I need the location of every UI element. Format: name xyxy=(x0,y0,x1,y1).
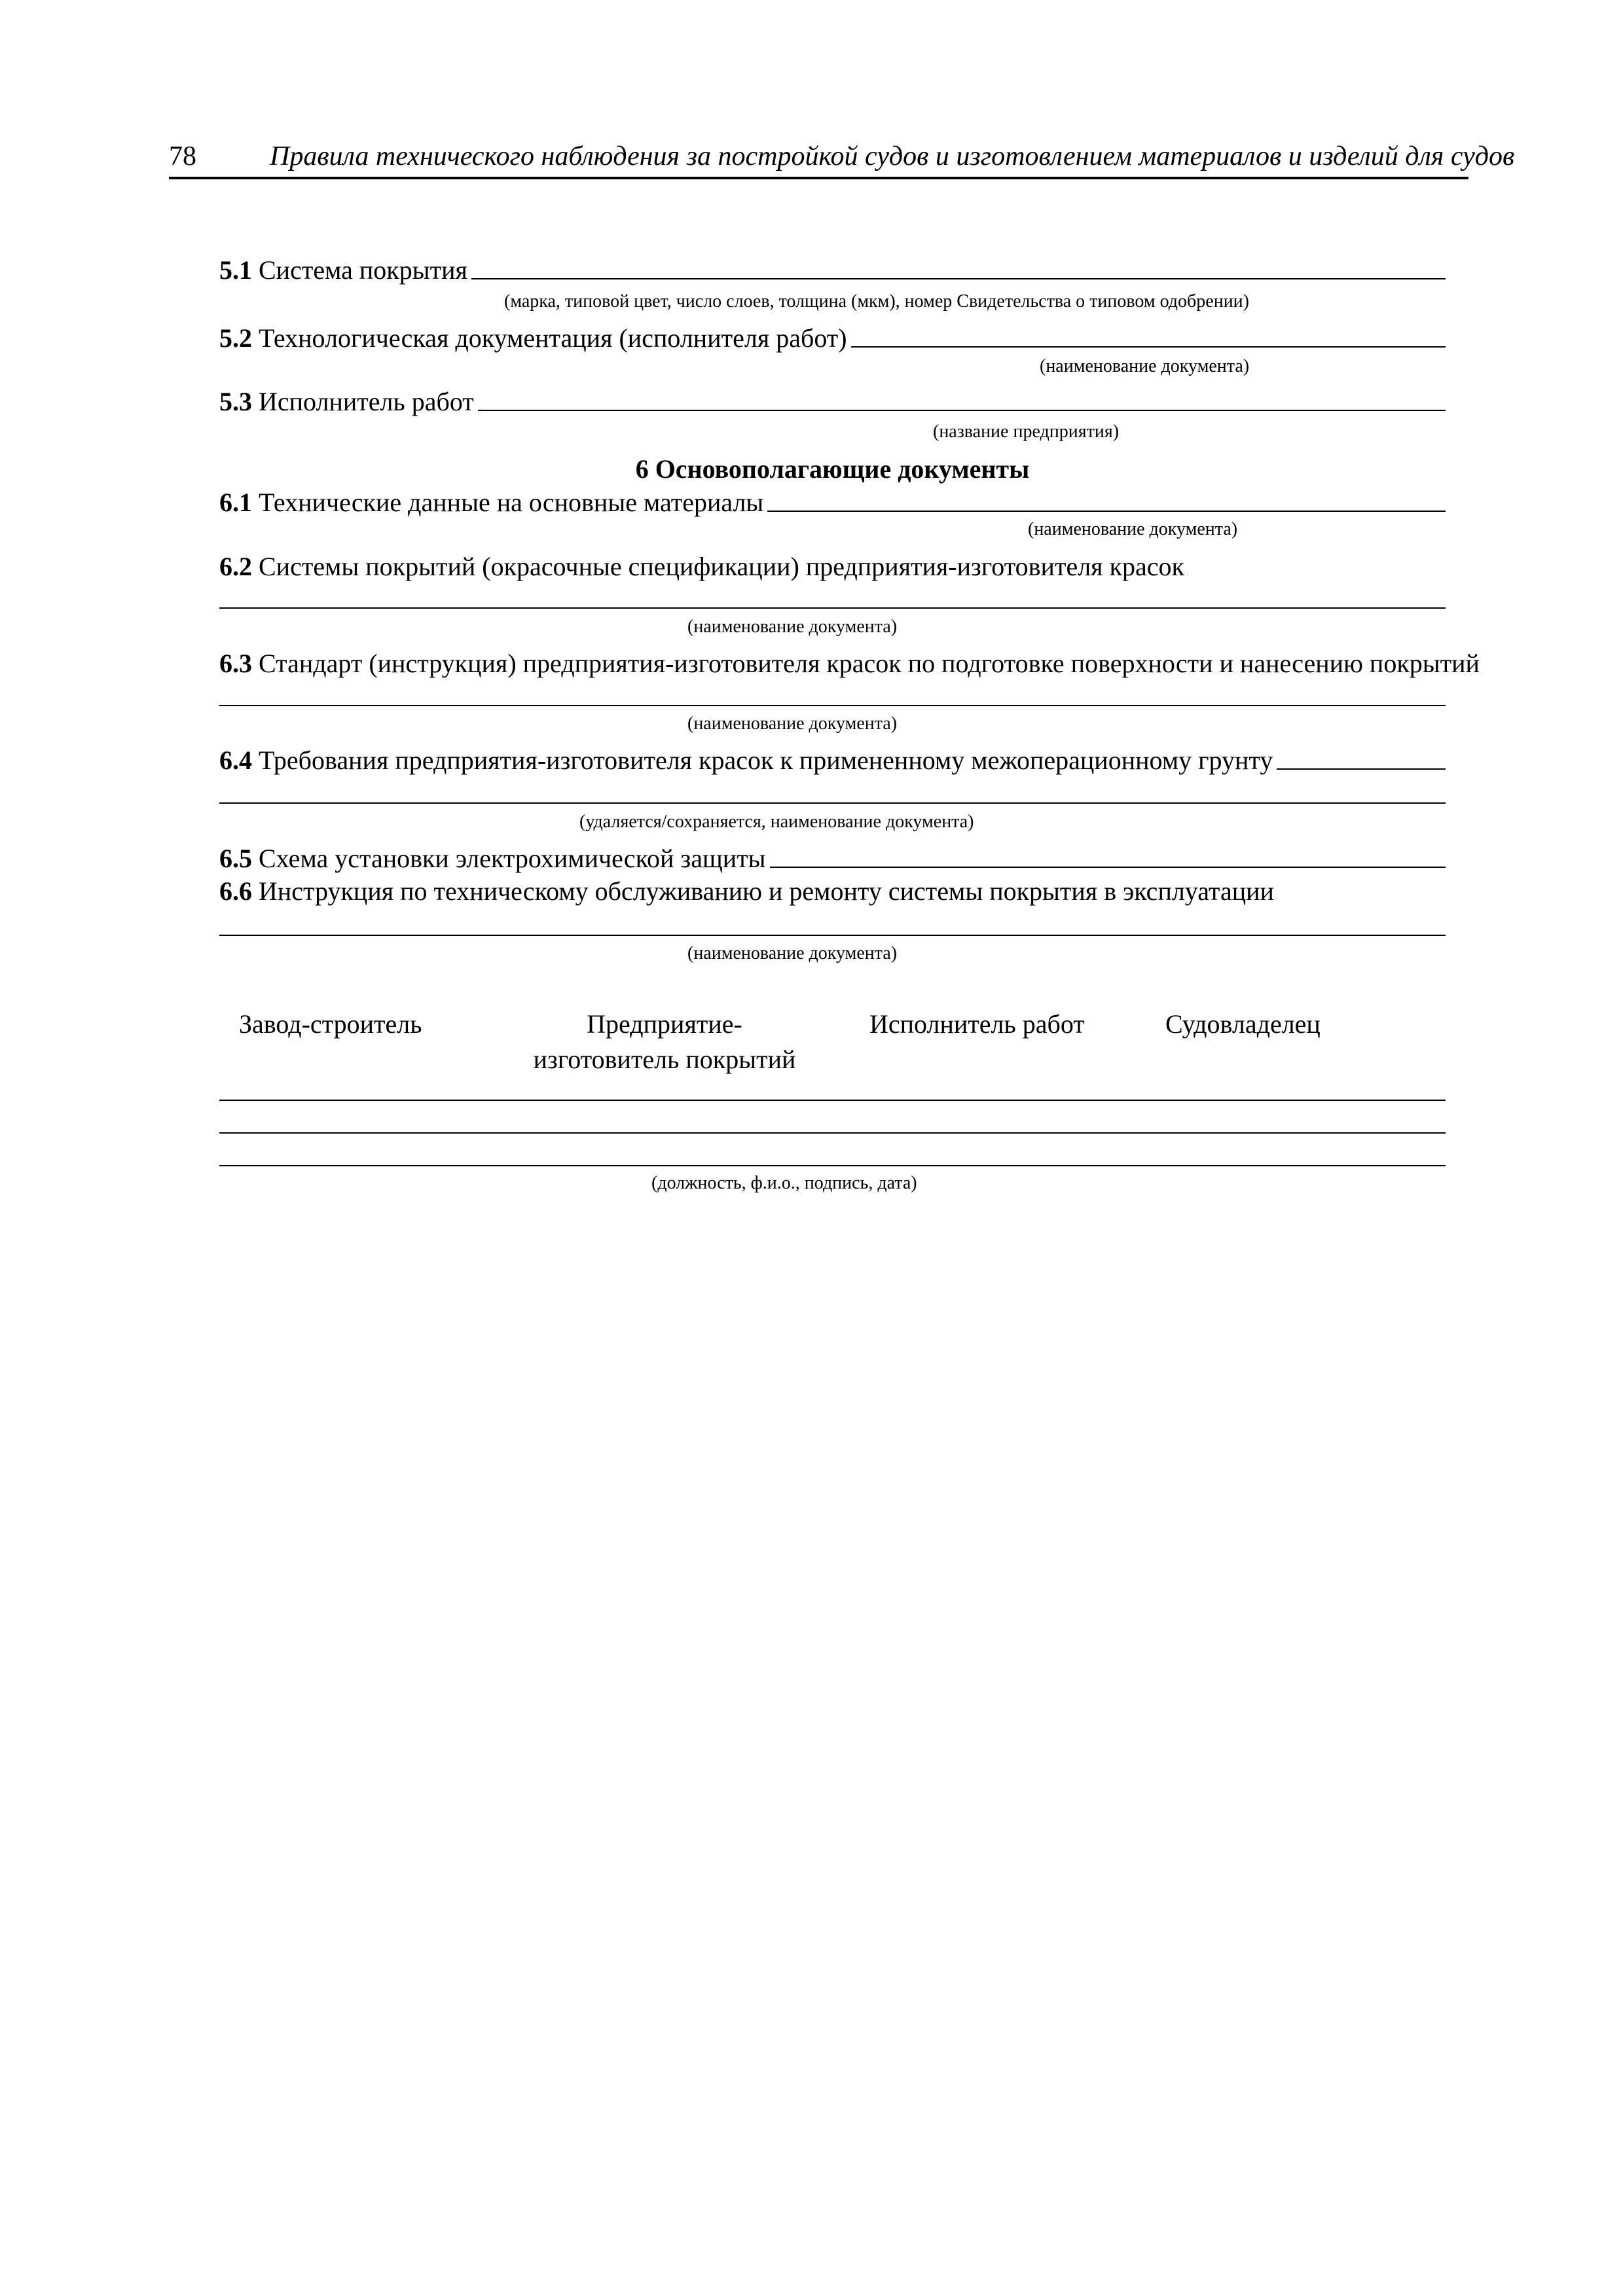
signatory-coating-maker-line1: Предприятие- xyxy=(587,1009,742,1039)
material-data-field[interactable] xyxy=(767,511,1446,512)
item-6-5-line xyxy=(219,846,1446,872)
field-caption: (марка, типовой цвет, число слоев, толщина (мкм), номер Свидетельства о типовом одобрении) xyxy=(504,291,1249,312)
field-caption: (наименование документа) xyxy=(687,617,898,637)
field-caption: (наименование документа) xyxy=(1040,356,1250,376)
item-number: 6.3 xyxy=(219,649,252,678)
coating-system-field[interactable] xyxy=(471,278,1446,279)
item-number: 5.1 xyxy=(219,255,252,285)
item-5-3-line xyxy=(219,389,1446,415)
item-number: 6.4 xyxy=(219,745,252,775)
signature-caption: (должность, ф.и.о., подпись, дата) xyxy=(651,1173,917,1193)
field-caption: (наименование документа) xyxy=(1028,519,1238,539)
item-6-2-line xyxy=(219,554,1446,580)
cathodic-protection-field[interactable] xyxy=(770,867,1446,868)
item-6-3-line xyxy=(219,649,1480,678)
item-label: Стандарт (инструкция) предприятия-изготовителя красок по подготовке поверхности и нанесению покрытий xyxy=(259,649,1480,678)
maintenance-instruction-field[interactable] xyxy=(219,935,1446,936)
item-number: 6.1 xyxy=(219,488,252,517)
signature-line[interactable] xyxy=(219,1165,1446,1166)
page-number: 78 xyxy=(169,141,196,171)
item-number: 6.5 xyxy=(219,844,252,873)
item-label: Технологическая документация (исполнителя работ) xyxy=(259,323,847,353)
contractor-field[interactable] xyxy=(478,410,1446,411)
signature-line[interactable] xyxy=(219,1100,1446,1101)
item-label: Технические данные на основные материалы xyxy=(259,488,764,517)
signatory-builder: Завод-строитель xyxy=(239,1009,422,1039)
tech-docs-field[interactable] xyxy=(851,346,1446,348)
item-6-6-line xyxy=(219,878,1446,905)
item-label: Инструкция по техническому обслуживанию и ремонту системы покрытия в эксплуатации xyxy=(259,876,1274,906)
item-number: 5.2 xyxy=(219,323,252,353)
item-label: Исполнитель работ xyxy=(259,387,474,416)
item-label: Требования предприятия-изготовителя красок к примененному межоперационному грунту xyxy=(259,745,1273,775)
signatory-shipowner: Судовладелец xyxy=(1165,1009,1321,1039)
item-label: Схема установки электрохимической защиты xyxy=(259,844,766,873)
item-5-2-line xyxy=(219,325,1446,351)
header-rule xyxy=(169,177,1468,179)
item-number: 6.2 xyxy=(219,552,252,581)
item-label: Системы покрытий (окрасочные спецификации) предприятия-изготовителя красок xyxy=(259,552,1184,581)
signatory-coating-maker-line2: изготовитель покрытий xyxy=(533,1045,796,1074)
field-caption: (наименование документа) xyxy=(687,943,898,963)
item-6-1-line xyxy=(219,490,1446,516)
surface-prep-standard-field[interactable] xyxy=(219,705,1446,706)
item-number: 5.3 xyxy=(219,387,252,416)
signatory-coating-maker xyxy=(530,1007,799,1077)
item-number: 6.6 xyxy=(219,876,252,906)
field-caption: (удаляется/сохраняется, наименование документа) xyxy=(579,812,974,832)
item-5-1-line xyxy=(219,257,1446,283)
field-caption: (наименование документа) xyxy=(687,713,898,734)
signatory-contractor: Исполнитель работ xyxy=(869,1009,1085,1039)
section-heading: 6 Основополагающие документы xyxy=(635,454,1030,484)
item-label: Система покрытия xyxy=(259,255,467,285)
running-title: Правила технического наблюдения за постройкой судов и изготовлением материалов и изделий для судов xyxy=(270,141,1515,171)
shop-primer-field[interactable] xyxy=(1277,768,1446,770)
field-caption: (название предприятия) xyxy=(933,422,1120,442)
paint-spec-field[interactable] xyxy=(219,607,1446,609)
shop-primer-doc-field[interactable] xyxy=(219,802,1446,804)
signature-line[interactable] xyxy=(219,1132,1446,1134)
item-6-4-line xyxy=(219,747,1446,774)
